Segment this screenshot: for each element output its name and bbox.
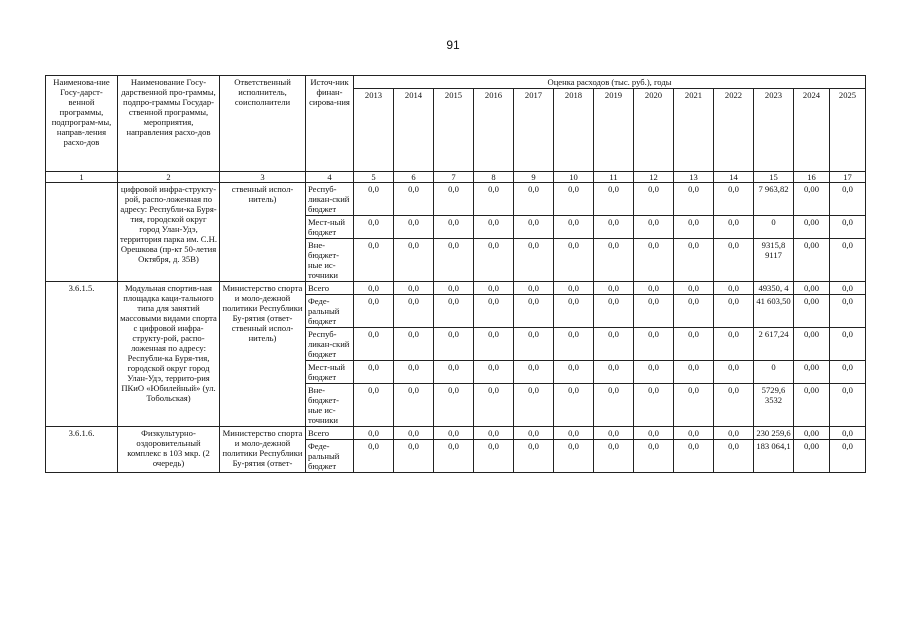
value-cell: 0,0 — [474, 384, 514, 427]
column-number: 15 — [754, 172, 794, 183]
value-cell: 0,0 — [474, 282, 514, 295]
value-cell: 0,0 — [434, 384, 474, 427]
value-cell: 0,0 — [634, 295, 674, 328]
value-cell: 0,00 — [794, 440, 830, 473]
group-executor: ственный испол-нитель) — [220, 183, 306, 282]
value-cell: 0,0 — [394, 295, 434, 328]
value-cell: 0,0 — [514, 440, 554, 473]
value-cell: 0,0 — [394, 384, 434, 427]
column-number: 6 — [394, 172, 434, 183]
value-cell: 0,0 — [674, 239, 714, 282]
value-cell: 0,00 — [794, 216, 830, 239]
value-cell: 0,0 — [434, 239, 474, 282]
value-cell: 0,0 — [714, 295, 754, 328]
value-cell: 0,0 — [594, 361, 634, 384]
value-cell: 0,0 — [714, 328, 754, 361]
value-cell: 0,0 — [354, 427, 394, 440]
value-cell: 0,0 — [594, 440, 634, 473]
group-id: 3.6.1.5. — [46, 282, 118, 427]
value-cell: 2 617,24 — [754, 328, 794, 361]
header-source: Источ-ник финан-сирова-ния — [306, 76, 354, 172]
value-cell: 0,00 — [794, 239, 830, 282]
value-cell: 0 — [754, 216, 794, 239]
value-cell: 0,0 — [830, 239, 866, 282]
column-number: 9 — [514, 172, 554, 183]
value-cell: 0,0 — [474, 183, 514, 216]
table-row — [46, 427, 866, 440]
value-cell: 0,0 — [634, 282, 674, 295]
value-cell: 41 603,50 — [754, 295, 794, 328]
value-cell: 0,0 — [554, 440, 594, 473]
value-cell: 0,0 — [514, 384, 554, 427]
value-cell: 0,0 — [830, 440, 866, 473]
value-cell: 0,0 — [594, 216, 634, 239]
value-cell: 0,0 — [514, 328, 554, 361]
value-cell: 49350, 4 — [754, 282, 794, 295]
value-cell: 0,0 — [554, 239, 594, 282]
value-cell: 0,0 — [474, 295, 514, 328]
year-header: 2020 — [634, 89, 674, 172]
column-number: 1 — [46, 172, 118, 183]
year-header: 2024 — [794, 89, 830, 172]
value-cell: 0,0 — [434, 361, 474, 384]
column-number: 10 — [554, 172, 594, 183]
value-cell: 0,00 — [794, 384, 830, 427]
header-subprogram: Наименование Госу-дарственной про-граммы, подпро-граммы Государ-ственной программы, мероприятия, направления расхо-дов — [118, 76, 220, 172]
column-number: 3 — [220, 172, 306, 183]
year-header: 2017 — [514, 89, 554, 172]
value-cell: 0,0 — [354, 183, 394, 216]
funding-source: Всего — [306, 282, 354, 295]
column-number: 17 — [830, 172, 866, 183]
value-cell: 9315,8 9117 — [754, 239, 794, 282]
value-cell: 230 259,6 — [754, 427, 794, 440]
value-cell: 0,0 — [354, 295, 394, 328]
value-cell: 0,0 — [830, 427, 866, 440]
value-cell: 0,0 — [714, 361, 754, 384]
value-cell: 0,0 — [830, 216, 866, 239]
value-cell: 0,0 — [830, 282, 866, 295]
value-cell: 0,00 — [794, 328, 830, 361]
value-cell: 0,0 — [554, 384, 594, 427]
value-cell: 0,0 — [714, 282, 754, 295]
value-cell: 0,00 — [794, 183, 830, 216]
value-cell: 0,0 — [830, 183, 866, 216]
value-cell: 0,00 — [794, 282, 830, 295]
year-header: 2025 — [830, 89, 866, 172]
value-cell: 0,0 — [634, 427, 674, 440]
year-header: 2023 — [754, 89, 794, 172]
value-cell: 0,0 — [474, 361, 514, 384]
value-cell: 5729,6 3532 — [754, 384, 794, 427]
value-cell: 0,0 — [830, 295, 866, 328]
value-cell: 0,0 — [634, 361, 674, 384]
value-cell: 0,0 — [354, 384, 394, 427]
value-cell: 0,0 — [434, 295, 474, 328]
year-header: 2019 — [594, 89, 634, 172]
year-header: 2022 — [714, 89, 754, 172]
value-cell: 0,0 — [514, 361, 554, 384]
value-cell: 7 963,82 — [754, 183, 794, 216]
value-cell: 0,0 — [634, 440, 674, 473]
group-id — [46, 183, 118, 282]
value-cell: 0,0 — [714, 239, 754, 282]
value-cell: 0,0 — [394, 216, 434, 239]
group-executor: Министерство спорта и моло-дежной политики Республики Бу-рятия (ответ- — [220, 427, 306, 473]
value-cell: 0,0 — [554, 183, 594, 216]
value-cell: 0 — [754, 361, 794, 384]
column-number: 4 — [306, 172, 354, 183]
value-cell: 0,0 — [474, 440, 514, 473]
header-expenses: Оценка расходов (тыс. руб.), годы — [354, 76, 866, 89]
value-cell: 0,0 — [674, 427, 714, 440]
value-cell: 0,0 — [674, 282, 714, 295]
column-number: 7 — [434, 172, 474, 183]
value-cell: 0,0 — [474, 239, 514, 282]
value-cell: 0,0 — [394, 282, 434, 295]
value-cell: 0,0 — [354, 216, 394, 239]
value-cell: 0,0 — [674, 183, 714, 216]
funding-source: Всего — [306, 427, 354, 440]
value-cell: 0,0 — [514, 427, 554, 440]
value-cell: 0,0 — [514, 282, 554, 295]
value-cell: 0,0 — [354, 328, 394, 361]
year-header: 2013 — [354, 89, 394, 172]
value-cell: 0,00 — [794, 295, 830, 328]
expenses-table — [45, 75, 866, 473]
value-cell: 0,0 — [594, 384, 634, 427]
value-cell: 0,0 — [714, 384, 754, 427]
group-name: цифровой инфра-структу-рой, распо-ложенная по адресу: Республи-ка Буря-тия, городской округ город Улан-Удэ, территория парка им. С.Н. Орешкова (пр-кт 50-летия Октября, д. 35В) — [118, 183, 220, 282]
column-number: 5 — [354, 172, 394, 183]
column-number: 8 — [474, 172, 514, 183]
value-cell: 0,0 — [634, 328, 674, 361]
year-header: 2014 — [394, 89, 434, 172]
funding-source: Респуб-ликан-ский бюджет — [306, 328, 354, 361]
value-cell: 0,0 — [554, 216, 594, 239]
value-cell: 0,0 — [434, 282, 474, 295]
value-cell: 0,0 — [634, 216, 674, 239]
column-number: 16 — [794, 172, 830, 183]
group-name: Модульная спортив-ная площадка каци-тального типа для занятий массовыми видами спорта с цифровой инфра-структу-рой, распо-ложенная по адресу: Республи-ка Буря-тия, городской округ город Улан-Удэ, террито-рия ПКиО «Юбилейный» (ул. Тобольская) — [118, 282, 220, 427]
value-cell: 0,0 — [674, 361, 714, 384]
value-cell: 0,0 — [474, 328, 514, 361]
value-cell: 0,0 — [394, 361, 434, 384]
value-cell: 0,0 — [434, 427, 474, 440]
value-cell: 0,0 — [434, 183, 474, 216]
value-cell: 0,0 — [674, 440, 714, 473]
value-cell: 0,0 — [554, 295, 594, 328]
value-cell: 0,0 — [594, 282, 634, 295]
value-cell: 0,0 — [394, 427, 434, 440]
year-header: 2018 — [554, 89, 594, 172]
value-cell: 0,0 — [514, 216, 554, 239]
value-cell: 0,0 — [514, 239, 554, 282]
value-cell: 0,0 — [434, 440, 474, 473]
value-cell: 0,0 — [354, 239, 394, 282]
value-cell: 0,0 — [594, 183, 634, 216]
group-name: Физкультурно-оздоровительный комплекс в 103 мкр. (2 очередь) — [118, 427, 220, 473]
value-cell: 0,0 — [394, 183, 434, 216]
value-cell: 0,00 — [794, 361, 830, 384]
value-cell: 0,0 — [474, 427, 514, 440]
group-id: 3.6.1.6. — [46, 427, 118, 473]
value-cell: 0,0 — [594, 328, 634, 361]
value-cell: 0,0 — [634, 183, 674, 216]
column-number: 13 — [674, 172, 714, 183]
value-cell: 0,0 — [434, 328, 474, 361]
table-row — [46, 183, 866, 216]
column-number: 2 — [118, 172, 220, 183]
value-cell: 0,00 — [794, 427, 830, 440]
year-header: 2015 — [434, 89, 474, 172]
funding-source: Феде-ральный бюджет — [306, 295, 354, 328]
value-cell: 0,0 — [714, 427, 754, 440]
column-number: 11 — [594, 172, 634, 183]
funding-source: Мест-ный бюджет — [306, 216, 354, 239]
value-cell: 0,0 — [714, 216, 754, 239]
header-program: Наименова-ние Госу-дарст-венной программы, подпрограм-мы, направ-ления расхо-дов — [46, 76, 118, 172]
value-cell: 183 064,1 — [754, 440, 794, 473]
value-cell: 0,0 — [714, 440, 754, 473]
value-cell: 0,0 — [514, 183, 554, 216]
column-number-row — [46, 172, 866, 183]
value-cell: 0,0 — [594, 295, 634, 328]
value-cell: 0,0 — [394, 440, 434, 473]
value-cell: 0,0 — [674, 295, 714, 328]
funding-source: Вне-бюджет-ные ис-точники — [306, 239, 354, 282]
funding-source: Мест-ный бюджет — [306, 361, 354, 384]
value-cell: 0,0 — [554, 427, 594, 440]
column-number: 14 — [714, 172, 754, 183]
page-number: 91 — [446, 38, 460, 52]
funding-source: Вне-бюджет-ные ис-точники — [306, 384, 354, 427]
value-cell: 0,0 — [554, 282, 594, 295]
table-body — [46, 183, 866, 473]
value-cell: 0,0 — [594, 239, 634, 282]
funding-source: Феде-ральный бюджет — [306, 440, 354, 473]
value-cell: 0,0 — [674, 328, 714, 361]
value-cell: 0,0 — [554, 361, 594, 384]
value-cell: 0,0 — [394, 239, 434, 282]
value-cell: 0,0 — [354, 282, 394, 295]
header-executor: Ответственный исполнитель, соисполнители — [220, 76, 306, 172]
value-cell: 0,0 — [830, 361, 866, 384]
value-cell: 0,0 — [830, 384, 866, 427]
value-cell: 0,0 — [634, 384, 674, 427]
table-row — [46, 282, 866, 295]
value-cell: 0,0 — [434, 216, 474, 239]
funding-source: Респуб-ликан-ский бюджет — [306, 183, 354, 216]
column-number: 12 — [634, 172, 674, 183]
group-executor: Министерство спорта и моло-дежной политики Республики Бу-рятия (ответ-ственный испол-нитель) — [220, 282, 306, 427]
value-cell: 0,0 — [634, 239, 674, 282]
value-cell: 0,0 — [714, 183, 754, 216]
value-cell: 0,0 — [474, 216, 514, 239]
value-cell: 0,0 — [354, 440, 394, 473]
value-cell: 0,0 — [554, 328, 594, 361]
value-cell: 0,0 — [674, 384, 714, 427]
year-header: 2021 — [674, 89, 714, 172]
value-cell: 0,0 — [354, 361, 394, 384]
year-header: 2016 — [474, 89, 514, 172]
value-cell: 0,0 — [830, 328, 866, 361]
value-cell: 0,0 — [514, 295, 554, 328]
value-cell: 0,0 — [594, 427, 634, 440]
value-cell: 0,0 — [674, 216, 714, 239]
value-cell: 0,0 — [394, 328, 434, 361]
